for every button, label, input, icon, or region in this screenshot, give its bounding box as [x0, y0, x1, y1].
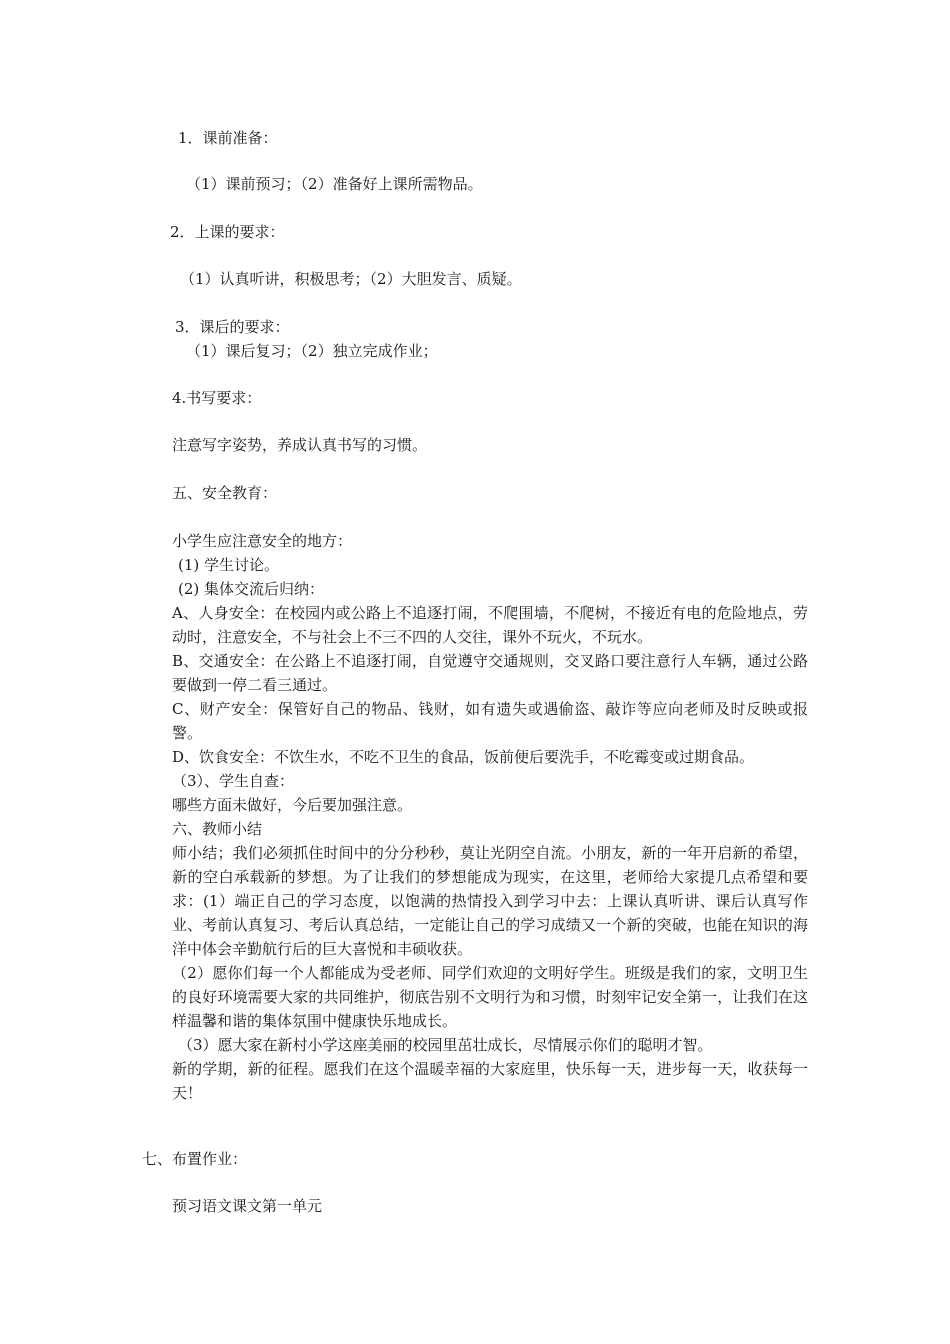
safety-personal: A、人身安全：在校园内或公路上不追逐打闹，不爬围墙，不爬树，不接近有电的危险地点，劳动时，注意安全，不与社会上不三不四的人交往，课外不玩火，不玩水。 [172, 604, 808, 646]
item-4-content: 注意写字姿势，养成认真书写的习惯。 [172, 436, 428, 454]
item-3-content: （1）课后复习；（2）独立完成作业； [186, 342, 438, 360]
item-1-heading: 1．课前准备： [178, 129, 278, 147]
item-3-heading: 3．课后的要求： [175, 318, 290, 336]
teacher-summary-2: （2）愿你们每一个人都能成为受老师、同学们欢迎的文明好学生。班级是我们的家，文明卫生的良好环境需要大家的共同维护，彻底告别不文明行为和习惯，时刻牢记安全第一，让我们在这样温馨和谐的集体氛围中健康快乐地成长。 [172, 964, 808, 1030]
safety-step-2: (2) 集体交流后归纳： [178, 580, 325, 598]
safety-step-1: (1) 学生讨论。 [178, 556, 280, 574]
teacher-summary-3: （3）愿大家在新村小学这座美丽的校园里茁壮成长，尽情展示你们的聪明才智。 [178, 1036, 713, 1054]
self-check-content: 哪些方面未做好，今后要加强注意。 [172, 796, 413, 814]
item-1-content: （1）课前预习；（2）准备好上课所需物品。 [186, 175, 483, 193]
teacher-summary-closing: 新的学期，新的征程。愿我们在这个温暖幸福的大家庭里，快乐每一天，进步每一天，收获每一天！ [172, 1060, 808, 1102]
item-4-heading: 4.书写要求： [172, 389, 262, 407]
item-2-content: （1）认真听讲，积极思考；（2）大胆发言、质疑。 [180, 270, 522, 288]
section-7-heading: 七、布置作业： [142, 1150, 248, 1168]
item-2-heading: 2．上课的要求： [170, 223, 285, 241]
safety-traffic: B、交通安全：在公路上不追逐打闹，自觉遵守交通规则，交叉路口要注意行人车辆，通过公路要做到一停二看三通过。 [172, 652, 808, 694]
teacher-summary-1: 师小结；我们必须抓住时间中的分分秒秒，莫让光阴空自流。小朋友，新的一年开启新的希望，新的空白承载新的梦想。为了让我们的梦想能成为现实，在这里，老师给大家提几点希望和要求：(1）端正自己的学习态度，以饱满的热情投入到学习中去：上课认真听讲、课后认真写作业、考前认真复习、考后认真总结，一定能让自己的学习成绩又一个新的突破，也能在知识的海洋中体会辛勤航行后的巨大喜悦和丰硕收获。 [172, 844, 808, 958]
section-5-heading: 五、安全教育： [172, 484, 278, 502]
safety-intro: 小学生应注意安全的地方： [172, 532, 353, 550]
safety-food: D、饮食安全：不饮生水，不吃不卫生的食品，饭前便后要洗手，不吃霉变或过期食品。 [172, 748, 755, 766]
safety-property: C、财产安全：保管好自己的物品、钱财，如有遗失或遇偷盗、敲诈等应向老师及时反映或报警。 [172, 700, 808, 742]
homework-content: 预习语文课文第一单元 [172, 1197, 323, 1215]
safety-step-3: （3）、学生自查： [172, 772, 295, 790]
section-6-heading: 六、教师小结 [172, 820, 263, 838]
